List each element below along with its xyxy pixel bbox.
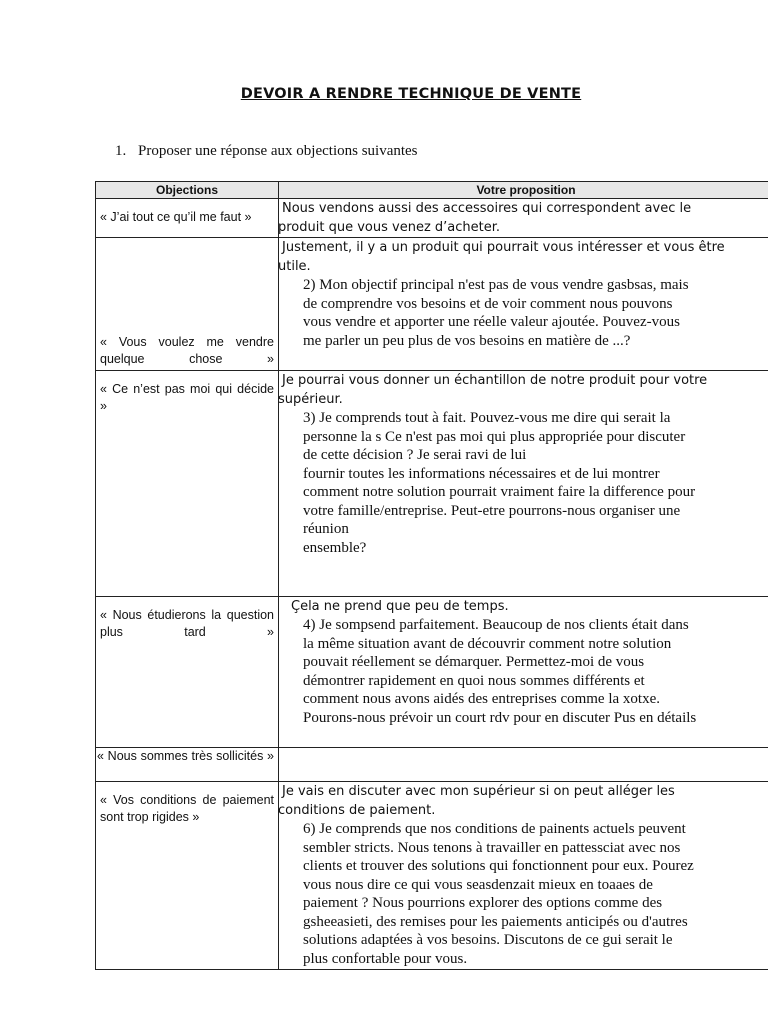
body-line: paiement ? Nous pourrions explorer des options comme des <box>303 895 663 911</box>
document-title: DEVOIR A RENDRE TECHNIQUE DE VENTE <box>240 86 582 102</box>
objections-table <box>95 181 768 970</box>
proposition-cell <box>279 597 768 748</box>
body-line: plus confortable pour vous. <box>303 950 468 967</box>
lead-line: conditions de paiement. <box>278 803 436 818</box>
objection-cell <box>96 748 279 782</box>
proposition-cell <box>279 199 768 238</box>
objection-cell <box>96 597 279 748</box>
body-line: 3) Je comprends tout à fait. Pouvez-vous me dire qui serait la <box>303 410 671 426</box>
lead-line: Je vais en discuter avec mon supérieur si on peut alléger les <box>282 784 675 799</box>
lead-line: Je pourrai vous donner un échantillon de notre produit pour votre <box>282 373 708 388</box>
objection-cell <box>96 238 279 371</box>
instruction-number: 1. <box>115 143 127 159</box>
table-row <box>96 782 768 970</box>
objection-text: « J’ai tout ce qu’il me faut » <box>100 210 252 224</box>
lead-line: Justement, il y a un produit qui pourrait vous intéresser et vous être <box>282 240 725 255</box>
objection-cell <box>96 371 279 597</box>
body-line: 4) Je sompsend parfaitement. Beaucoup de nos clients était dans <box>303 617 689 633</box>
objection-cell <box>96 199 279 238</box>
header-proposition: Votre proposition <box>279 182 768 199</box>
body-line: sembler stricts. Nous tenons à travailler en pattessciat avec nos <box>303 839 681 856</box>
proposition-lead <box>278 597 768 616</box>
body-line: gsheeasieti, des remises pour les paiements anticipés ou d'autres <box>303 913 688 930</box>
body-line: démontrer rapidement en quoi nous sommes différents et <box>303 672 645 689</box>
body-line: 2) Mon objectif principal n'est pas de vous vendre gasbsas, mais <box>303 277 689 293</box>
body-line: votre famille/entreprise. Peut-etre pourrons-nous organiser une <box>303 502 681 519</box>
body-line: clients et trouver des solutions qui fonctionnent pour eux. Pourez <box>303 858 694 874</box>
body-line: vous vendre et apporter une réelle valeur ajoutée. Pouvez-vous <box>303 314 680 330</box>
body-line: réunion <box>303 521 349 537</box>
lead-line: Çela ne prend que peu de temps. <box>291 599 509 614</box>
instruction <box>115 143 418 160</box>
proposition-body <box>279 276 768 350</box>
objection-text: « Vous voulez me vendre quelque chose » <box>100 335 274 366</box>
lead-line: supérieur. <box>278 392 343 407</box>
proposition-cell <box>279 238 768 371</box>
proposition-body <box>279 409 768 557</box>
body-line: pouvait réellement se démarquer. Permettez-moi de vous <box>303 654 645 670</box>
objection-text: « Ce n’est pas moi qui décide » <box>100 382 274 413</box>
body-line: vous nous dire ce qui vous seasdenzait mieux en toaaes de <box>303 876 653 893</box>
proposition-cell <box>279 748 768 782</box>
header-objections: Objections <box>96 182 279 199</box>
body-line: de comprendre vos besoins et de voir comment nous pouvons <box>303 295 673 312</box>
lead-line: produit que vous venez d’acheter. <box>278 220 501 235</box>
table-row <box>96 199 768 238</box>
body-line: comment notre solution pourrait vraiment faire la difference pour <box>303 484 696 500</box>
instruction-text: Proposer une réponse aux objections suivantes <box>138 143 418 159</box>
body-line: la même situation avant de découvrir comment notre solution <box>303 635 672 652</box>
proposition-lead <box>278 199 768 237</box>
objection-text: « Nous étudierons la question plus tard » <box>100 608 274 639</box>
proposition-body <box>279 820 768 968</box>
objection-cell <box>96 782 279 970</box>
body-line: 6) Je comprends que nos conditions de painents actuels peuvent <box>303 821 686 837</box>
body-line: me parler un peu plus de vos besoins en matière de ...? <box>303 332 631 349</box>
proposition-lead <box>278 371 768 409</box>
objection-text: « Nous sommes très sollicités » <box>97 749 274 763</box>
lead-line: Nous vendons aussi des accessoires qui correspondent avec le <box>282 201 692 216</box>
proposition-body <box>279 616 768 727</box>
body-line: fournir toutes les informations nécessaires et de lui montrer <box>303 465 660 482</box>
body-line: ensemble? <box>303 539 367 556</box>
table-row <box>96 238 768 371</box>
body-line: comment nous avons aidés des entreprises comme la xotxe. <box>303 691 660 707</box>
table-row <box>96 748 768 782</box>
proposition-lead <box>278 782 768 820</box>
body-line: de cette décision ? Je serai ravi de lui <box>303 447 527 463</box>
proposition-cell <box>279 371 768 597</box>
objection-text: « Vos conditions de paiement sont trop rigides » <box>100 793 274 824</box>
table-row <box>96 371 768 597</box>
proposition-cell <box>279 782 768 970</box>
table-row <box>96 597 768 748</box>
lead-line: utile. <box>278 259 311 274</box>
table-header-row <box>96 182 768 199</box>
proposition-lead <box>278 238 768 276</box>
body-line: solutions adaptées à vos besoins. Discutons de ce gui serait le <box>303 932 673 948</box>
body-line: personne la s Ce n'est pas moi qui plus appropriée pour discuter <box>303 428 686 445</box>
body-line: Pourons-nous prévoir un court rdv pour en discuter Pus en détails <box>303 709 697 726</box>
